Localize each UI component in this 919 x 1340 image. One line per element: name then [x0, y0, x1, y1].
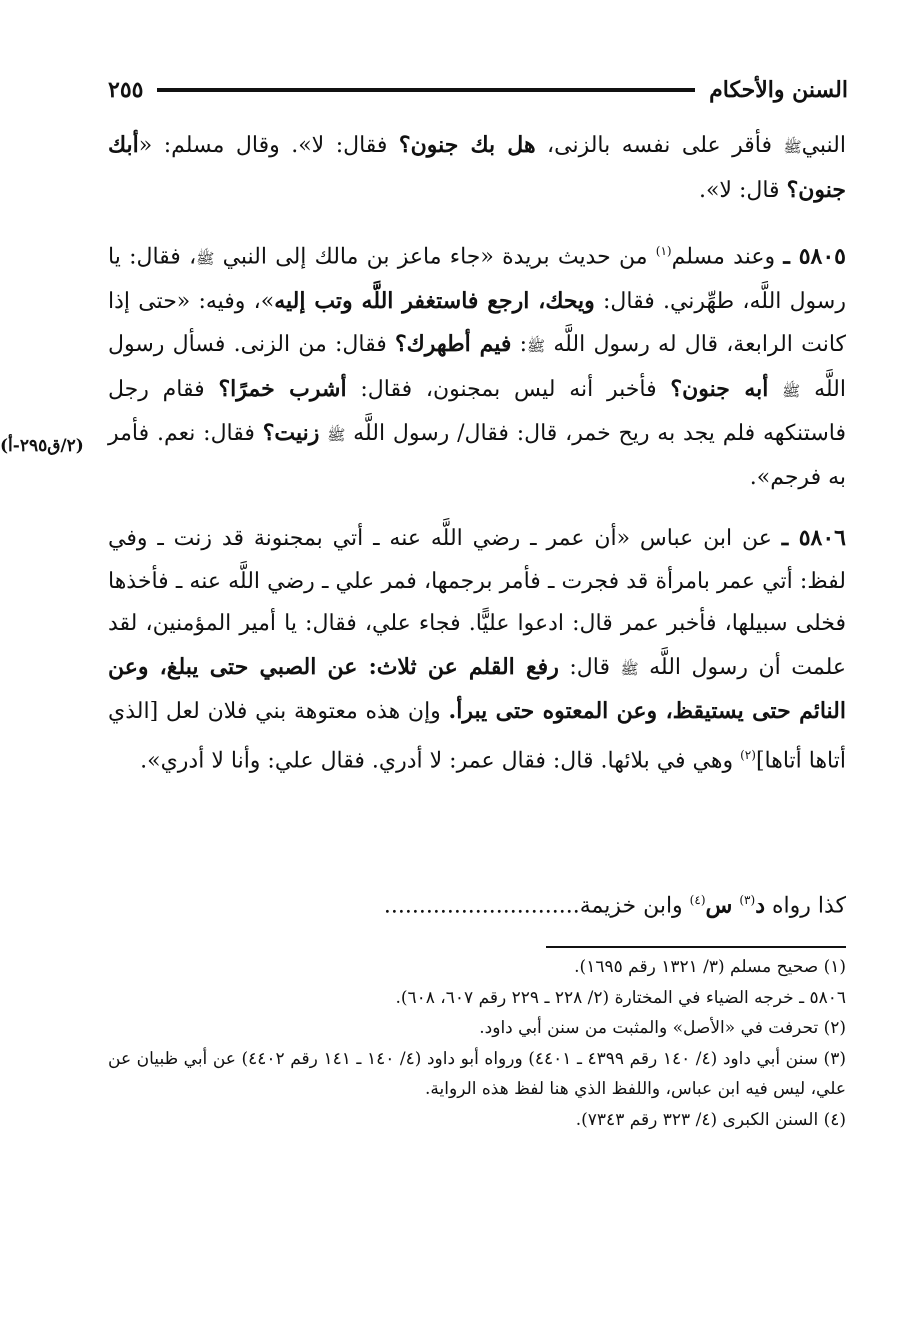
salutation-glyph: ﷺ: [196, 249, 215, 268]
bold-quote: أشرب خمرًا؟: [218, 375, 347, 402]
text-run: فأخبر أنه ليس بمجنون، فقال:: [346, 376, 671, 402]
text-run: فقال: من الزنى. فسأل رسول اللَّه: [108, 332, 846, 402]
bold-quote: هل بك جنون؟: [398, 132, 536, 158]
salutation-glyph: ﷺ: [620, 659, 639, 678]
text-run: النبي: [801, 133, 846, 158]
source-symbol: س: [705, 892, 733, 919]
bold-quote: زنيت؟: [262, 420, 320, 447]
footnote-3: (٣) سنن أبي داود (٤/ ١٤٠ رقم ٤٣٩٩ ـ ٤٤٠١) ورواه أبو داود (٤/ ١٤٠ ـ ١٤١ رقم ٤٤٠٢) عن أبي ظبيان عن علي، ليس فيه ابن عباس، واللفظ الذي هنا لفظ هذه الرواية.: [108, 1048, 846, 1099]
header-rule: [157, 88, 695, 92]
footnote-ref: (٢): [740, 747, 756, 762]
page-number: ٢٥٥: [108, 77, 144, 103]
text-run: فقام رجل فاستنكهه فلم يجد به ريح خمر، قال: فقال/ رسول اللَّه: [108, 376, 846, 447]
footnote-4: (٤) السنن الكبرى (٤/ ٣٢٣ رقم ٧٣٤٣).: [575, 1109, 846, 1130]
bold-quote: أبك جنون؟: [108, 132, 846, 203]
text-run: فقال: نعم. فأمر به فرجم».: [108, 421, 846, 490]
text-run: قال: لا».: [698, 177, 787, 203]
margin-note: (٢/ق٢٩٥-أ): [0, 436, 84, 456]
hadith-number: ٥٨٠٥ ـ: [783, 243, 846, 270]
text-run: وهي في بلائها. قال: فقال عمر: لا أدري. فقال علي: وأنا لا أدري».: [140, 748, 741, 774]
salutation-glyph: ﷺ: [327, 426, 346, 445]
footnotes: [108, 952, 846, 1135]
salutation-glyph: ﷺ: [527, 337, 546, 356]
source-symbol: د: [755, 892, 765, 919]
bold-quote: فيم أطهرك؟: [394, 331, 512, 358]
text-run: وابن خزيمة: [579, 893, 690, 919]
text-run: »، وفيه: «حتى إذا كانت الرابعة، قال له رسول اللَّه: [108, 288, 846, 358]
text-run: :: [511, 332, 527, 358]
salutation-glyph: ﷺ: [782, 381, 801, 400]
leader-dots: ............................: [383, 893, 580, 919]
footnote-2: (٢) تحرفت في «الأصل» والمثبت من سنن أبي داود.: [479, 1018, 846, 1038]
footnote-separator: [546, 946, 846, 948]
page-header: [108, 72, 848, 108]
text-run: وعند مسلم: [671, 244, 784, 270]
footnote-5806: ٥٨٠٦ ـ خرجه الضياء في المختارة (٢/ ٢٢٨ ـ ٢٢٩ رقم ٦٠٧، ٦٠٨).: [395, 987, 846, 1008]
text-run: عن ابن عباس «أن عمر ـ رضي اللَّه عنه ـ أتي بمجنونة قد زنت ـ وفي لفظ: أتي عمر بامرأة قد فجرت ـ فأمر برجمها، فمر علي ـ رضي اللَّه عنه ـ فأخذها فخلى سبيلها، فأخبر عمر قال: ادعوا عليًّا. فجاء علي، فقال: يا أمير المؤمنين، لقد علمت أن رسول اللَّه: [108, 526, 846, 680]
bold-quote: أبه جنون؟: [670, 375, 769, 402]
main-text: [108, 124, 846, 783]
footnote-1: (١) صحيح مسلم (٣/ ١٣٢١ رقم ١٦٩٥).: [574, 957, 846, 977]
footnote-ref: (٣): [739, 893, 756, 907]
text-run: فقال: لا». وقال مسلم: «: [138, 133, 399, 158]
text-run: كذا رواه: [764, 893, 846, 919]
hadith-number: ٥٨٠٦ ـ: [781, 525, 846, 552]
footnote-ref: (٤): [689, 893, 706, 907]
running-title: السنن والأحكام: [709, 77, 848, 103]
text-run: قال:: [558, 654, 621, 680]
text-run: من حديث بريدة «جاء ماعز بن مالك إلى النبي: [214, 244, 656, 270]
hadith-5805: [108, 230, 846, 499]
bold-quote: ويحك، ارجع فاستغفر اللَّه وتب إليه: [274, 287, 595, 314]
salutation-glyph: ﷺ: [783, 138, 802, 156]
text-run: وإن هذه معتوهة بني فلان لعل [الذي أتاها أتاها]: [108, 699, 846, 774]
text-run: ، فقال: يا رسول اللَّه، طهِّرني. فقال:: [108, 244, 846, 314]
attribution-line: [108, 882, 846, 924]
footnote-ref: (١): [655, 244, 672, 258]
text-run: [768, 377, 782, 402]
bold-quote: رفع القلم عن ثلاث: عن الصبي حتى يبلغ، وعن النائم حتى يستيقظ، وعن المعتوه حتى يبرأ.: [108, 653, 846, 725]
text-run: فأقر على نفسه بالزنى،: [535, 133, 784, 158]
paragraph-continuation: [108, 124, 846, 212]
hadith-5806: [108, 517, 846, 782]
